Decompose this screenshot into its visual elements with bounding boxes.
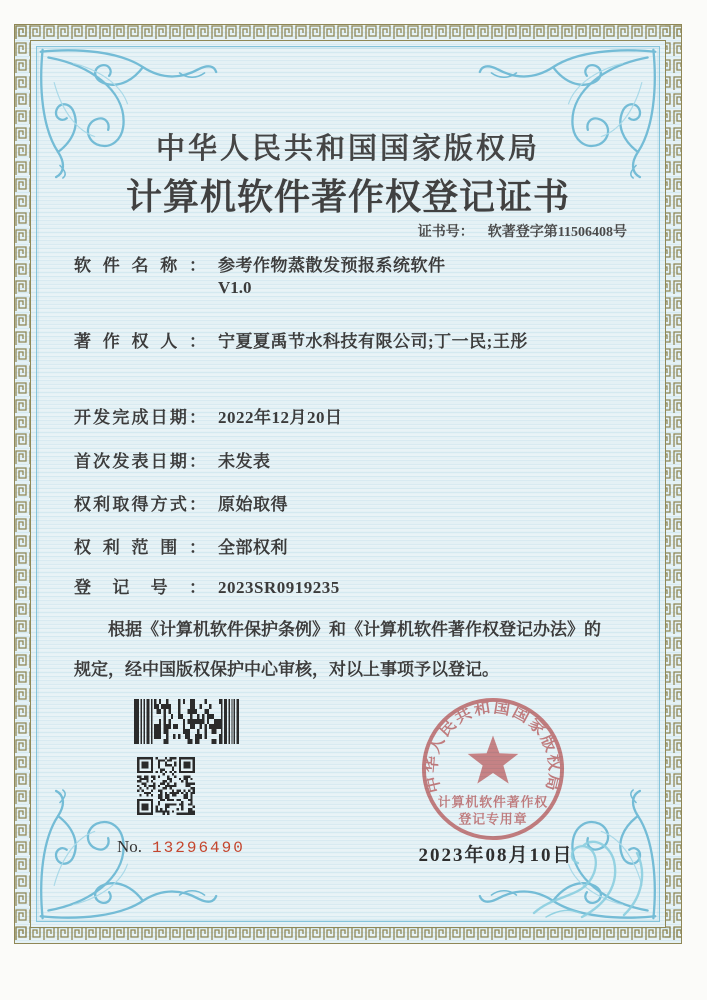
field-label: 著作权人： — [74, 332, 206, 351]
registration-statement — [74, 610, 636, 690]
statement-line: 根据《计算机软件保护条例》和《计算机软件著作权登记办法》的 — [108, 620, 601, 639]
certificate-number-value: 软著登字第11506408号 — [487, 225, 627, 240]
star-icon — [468, 735, 519, 783]
field-row-rights-scope — [74, 533, 288, 558]
serial-number: 13296490 — [152, 839, 245, 857]
seal-line1: 计算机软件著作权 — [437, 795, 549, 810]
field-row-registration-number — [74, 573, 340, 598]
statement-line: 规定，经中国版权保护中心审核，对以上事项予以登记。 — [74, 660, 499, 679]
field-row-software-name — [74, 251, 446, 276]
authority-title: 中华人民共和国国家版权局 — [155, 133, 540, 165]
certificate-number-label: 证书号： — [417, 225, 474, 240]
field-value: 原始取得 — [218, 495, 288, 514]
official-seal — [419, 695, 567, 843]
qr-code-icon — [137, 757, 195, 815]
field-value: 全部权利 — [218, 538, 288, 557]
field-label: 权利取得方式： — [74, 495, 206, 514]
field-label: 软件名称： — [74, 256, 206, 275]
field-label: 首次发表日期： — [74, 452, 206, 471]
certificate-frame — [14, 24, 682, 944]
field-row-copyright-owner — [74, 327, 528, 352]
serial-number-line — [117, 837, 245, 857]
field-value: 2023SR0919235 — [218, 578, 340, 597]
field-row-completion-date — [74, 403, 343, 428]
issue-date: 2023年08月10日 — [418, 845, 574, 866]
field-value: 参考作物蒸散发预报系统软件 — [218, 256, 446, 275]
pdf417-barcode-icon — [134, 699, 240, 744]
seal-line2: 登记专用章 — [458, 812, 528, 827]
certificate-number-line — [418, 221, 627, 241]
field-row-acquisition-method — [74, 490, 288, 515]
field-label: 登记号： — [74, 578, 206, 597]
field-value: 未发表 — [218, 452, 271, 471]
seal-arc-text: 中华人民共和国国家版权局 — [423, 699, 563, 795]
field-label: 权利范围： — [74, 538, 206, 557]
field-value: 宁夏夏禹节水科技有限公司;丁一民;王彤 — [218, 332, 528, 351]
serial-label: No. — [117, 837, 143, 856]
certificate-title: 计算机软件著作权登记证书 — [125, 177, 570, 217]
field-value: 2022年12月20日 — [218, 408, 343, 427]
field-row-first-publication — [74, 447, 271, 472]
field-label: 开发完成日期： — [74, 408, 206, 427]
software-version: V1.0 — [218, 278, 252, 297]
